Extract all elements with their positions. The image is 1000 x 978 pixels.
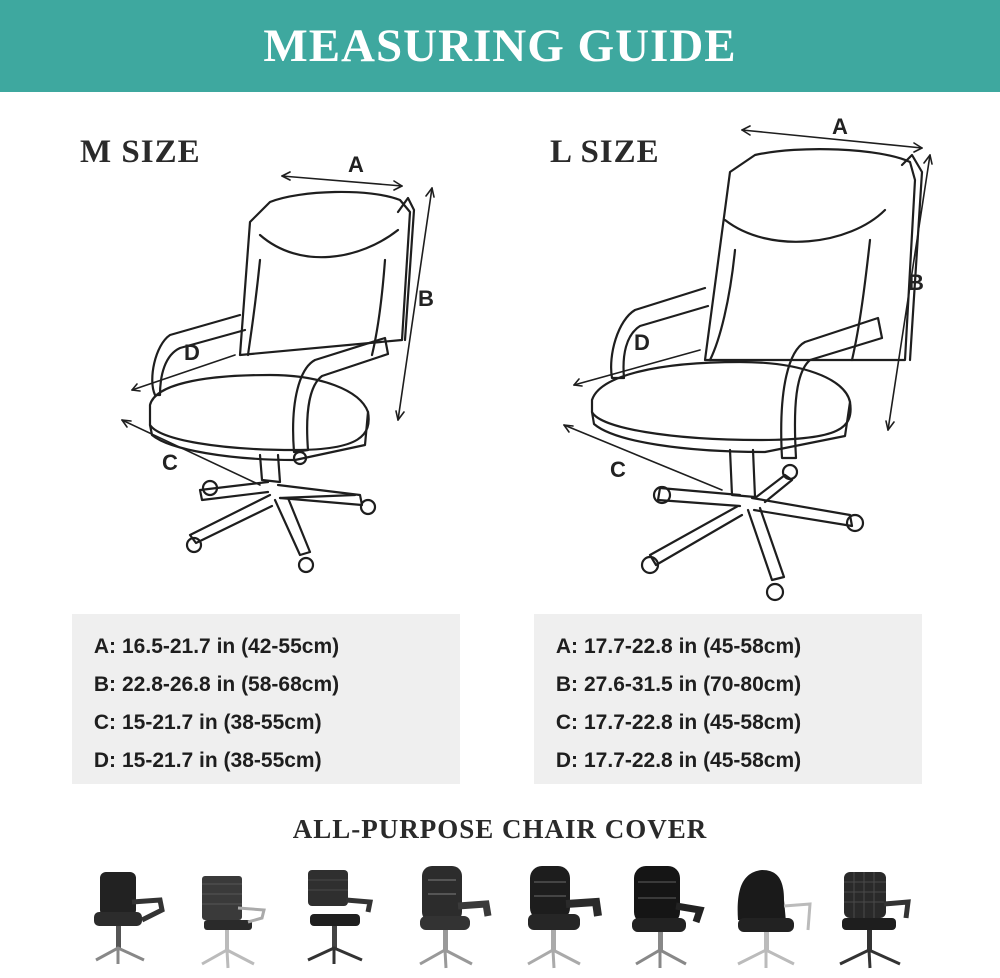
spec-value: 27.6-31.5 in (70-80cm) bbox=[584, 673, 802, 696]
m-size-chair-diagram bbox=[110, 150, 450, 590]
spec-letter: B: bbox=[555, 673, 578, 696]
gaming-recliner-chair-icon bbox=[516, 860, 616, 976]
l-dim-label-d: D bbox=[634, 330, 650, 355]
mesh-highback-chair-icon bbox=[188, 860, 288, 976]
spec-value: 16.5-21.7 in (42-55cm) bbox=[122, 635, 340, 658]
chair-thumbnail-row bbox=[0, 860, 1000, 978]
modern-leather-chair-icon bbox=[728, 860, 828, 976]
m-spec-row-d bbox=[72, 742, 460, 780]
page-title: MEASURING GUIDE bbox=[263, 20, 737, 72]
spec-value: 15-21.7 in (38-55cm) bbox=[122, 711, 322, 734]
spec-letter: B: bbox=[93, 673, 116, 696]
m-spec-row-b bbox=[72, 666, 460, 704]
spec-value: 17.7-22.8 in (45-58cm) bbox=[584, 749, 802, 772]
spec-value: 17.7-22.8 in (45-58cm) bbox=[584, 635, 802, 658]
m-dim-label-d: D bbox=[184, 340, 200, 365]
m-dim-label-a: A bbox=[348, 152, 364, 177]
l-size-spec-box bbox=[534, 614, 922, 784]
l-spec-row-d bbox=[534, 742, 922, 780]
l-spec-row-a bbox=[534, 628, 922, 666]
bigtall-leather-chair-icon bbox=[622, 860, 722, 976]
m-size-spec-box bbox=[72, 614, 460, 784]
l-dim-label-c: C bbox=[610, 457, 626, 482]
m-spec-row-a bbox=[72, 628, 460, 666]
spec-letter: C: bbox=[555, 711, 578, 734]
l-size-title: L SIZE bbox=[550, 134, 660, 170]
l-spec-row-b bbox=[534, 666, 922, 704]
all-purpose-title: ALL-PURPOSE CHAIR COVER bbox=[292, 814, 708, 844]
spec-letter: D: bbox=[555, 749, 578, 772]
spec-value: 17.7-22.8 in (45-58cm) bbox=[584, 711, 802, 734]
l-dim-label-a: A bbox=[832, 114, 848, 139]
spec-value: 22.8-26.8 in (58-68cm) bbox=[122, 673, 340, 696]
spec-letter: C: bbox=[93, 711, 116, 734]
l-dim-label-b: B bbox=[908, 270, 924, 295]
l-size-chair-diagram bbox=[560, 110, 940, 610]
spec-value: 15-21.7 in (38-55cm) bbox=[122, 749, 322, 772]
padded-executive-chair-icon bbox=[408, 860, 508, 976]
header-banner bbox=[0, 0, 1000, 92]
executive-leather-chair-icon bbox=[82, 860, 182, 976]
m-size-title: M SIZE bbox=[80, 134, 201, 170]
m-dim-label-b: B bbox=[418, 286, 434, 311]
ergonomic-mesh-chair-icon bbox=[830, 860, 930, 976]
l-spec-row-c bbox=[534, 704, 922, 742]
m-spec-row-c bbox=[72, 704, 460, 742]
spec-letter: D: bbox=[93, 749, 116, 772]
spec-letter: A: bbox=[555, 635, 578, 658]
m-dim-label-c: C bbox=[162, 450, 178, 475]
mesh-task-chair-icon bbox=[296, 860, 396, 976]
spec-letter: A: bbox=[93, 635, 116, 658]
